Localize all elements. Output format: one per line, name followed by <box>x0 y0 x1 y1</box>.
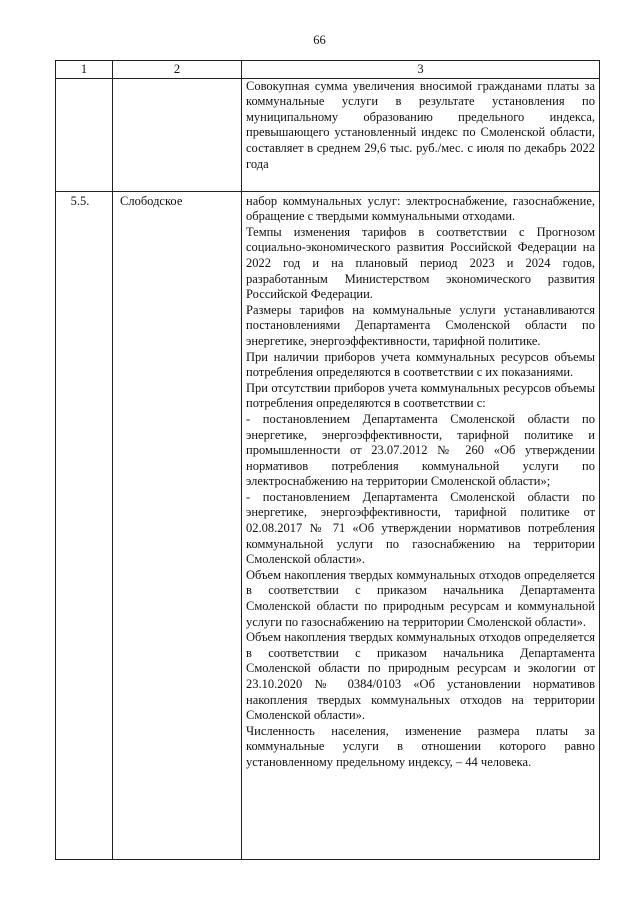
row2-paragraph-6: - постановлением Департамента Смоленской области по энергетике, энергоэффективности, тарифной политике и промышленности от 23.07.2012 № 260 «Об утверждении нормативов потребления коммунальной услуги по электроснабжению на территории Смоленской области»; <box>246 411 595 489</box>
table-header-row <box>56 61 600 79</box>
header-col-1: 1 <box>56 61 113 79</box>
row1-name-cell <box>113 78 242 191</box>
row2-paragraph-3: Размеры тарифов на коммунальные услуги устанавливаются постановлениями Департамента Смоленской области по энергетике, энергоэффективности, тарифной политике. <box>246 302 595 348</box>
row1-paragraph: Совокупная сумма увеличения вносимой гражданами платы за коммунальные услуги в результате установления по муниципальному образованию предельного индекса, превышающего установленный индекс по Смоленской области, составляет в среднем 29,6 тыс. руб./мес. с июля по декабрь 2022 года <box>246 78 595 171</box>
row2-paragraph-7: - постановлением Департамента Смоленской области по энергетике, энергоэффективности, тарифной политике от 02.08.2017 № 71 «Об утверждении нормативов потребления коммунальной услуги по газоснабжению на территории Смоленской области». <box>246 489 595 567</box>
row2-paragraph-5: При отсутствии приборов учета коммунальных ресурсов объемы потребления определяются в соответствии с: <box>246 380 595 411</box>
row2-text-cell <box>242 191 600 859</box>
header-col-3: 3 <box>242 61 600 79</box>
table-row <box>56 78 600 191</box>
row2-number-cell: 5.5. <box>56 191 113 859</box>
row2-name-cell: Слободское <box>113 191 242 859</box>
row2-paragraph-4: При наличии приборов учета коммунальных ресурсов объемы потребления определяются в соответствии с их показаниями. <box>246 349 595 380</box>
row2-paragraph-8: Объем накопления твердых коммунальных отходов определяется в соответствии с приказом начальника Департамента Смоленской области по природным ресурсам и коммунальной услуги по газоснабжению на территории Смоленской области». <box>246 567 595 629</box>
header-col-2: 2 <box>113 61 242 79</box>
row2-paragraph-9: Объем накопления твердых коммунальных отходов определяется в соответствии с приказом начальника Департамента Смоленской области по природным ресурсам и экологии от 23.10.2020 № 0384/0103 «Об установлении нормативов накопления твердых коммунальных отходов на территории Смоленской области». <box>246 630 595 723</box>
row2-paragraph-10: Численность населения, изменение размера платы за коммунальные услуги в отношении которого равно установленному предельному индексу, – 44 человека. <box>246 723 595 769</box>
data-table <box>55 60 600 860</box>
row2-paragraph-1: набор коммунальных услуг: электроснабжение, газоснабжение, обращение с твердыми коммунальными отходами. <box>246 193 595 224</box>
row1-number-cell <box>56 78 113 191</box>
row1-text-cell <box>242 78 600 191</box>
row2-paragraph-2: Темпы изменения тарифов в соответствии с Прогнозом социально-экономического развития Российской Федерации на 2022 год и на плановый период 2023 и 2024 годов, разработанным Министерством экономического развития Российской Федерации. <box>246 224 595 302</box>
page-number: 66 <box>313 33 326 47</box>
table-row <box>56 191 600 859</box>
